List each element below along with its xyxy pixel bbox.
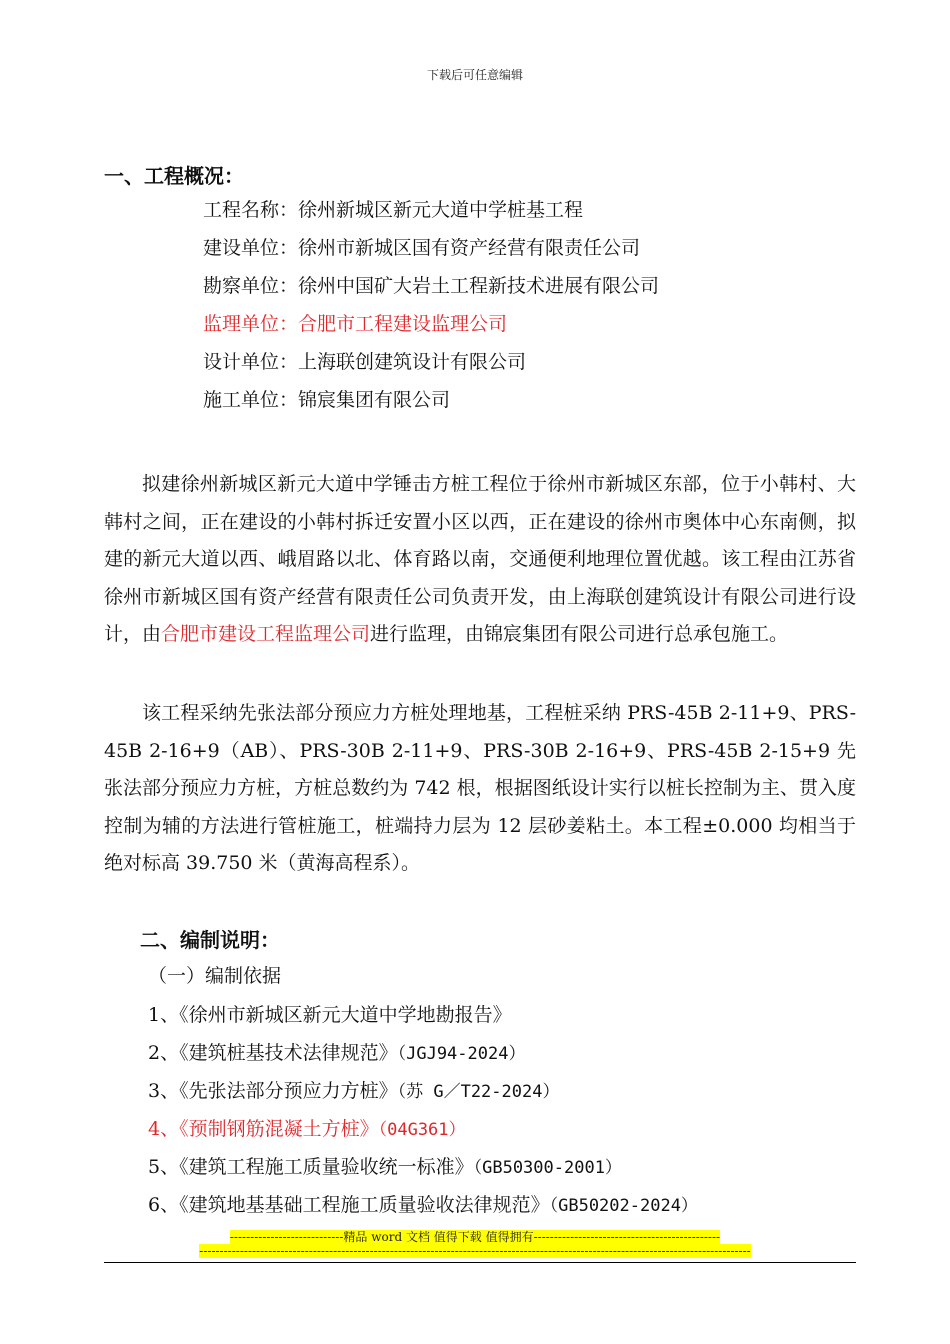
paragraph-overview (104, 466, 856, 654)
info-row-construction (203, 387, 450, 413)
info-value: 合肥市工程建设监理公司 (298, 313, 508, 335)
footer-divider (104, 1262, 856, 1263)
basis-item-5 (148, 1152, 622, 1179)
basis-title: 《徐州市新城区新元大道中学地勘报告》 (179, 1004, 512, 1026)
info-row-survey (203, 273, 659, 299)
basis-num: 2、 (148, 1042, 180, 1064)
section-1-title: 一、工程概况： (104, 164, 244, 188)
basis-num: 3、 (148, 1080, 180, 1102)
paragraph-overview-text: 拟建徐州新城区新元大道中学锤击方桩工程位于徐州市新城区东部，位于小韩村、大韩村之间，正在建设的小韩村拆迁安置小区以西，正在建设的徐州市奥体中心东南侧，拟建的新元大道以西、峨眉路以北、体育路以南，交通便利地理位置优越。该工程由江苏省徐州市新城区国有资产经营有限责任公司负责开发，由上海联创建筑设计有限公司进行设计，由 (104, 473, 856, 645)
basis-num: 1、 (148, 1004, 180, 1026)
basis-num: 4、 (148, 1118, 180, 1140)
info-label: 施工单位： (203, 389, 299, 411)
info-row-project-name (203, 197, 583, 223)
info-row-owner (203, 235, 640, 261)
info-label: 工程名称： (203, 199, 299, 221)
basis-code: （JGJ94-2024） (397, 1044, 526, 1064)
basis-title: 《建筑地基基础工程施工质量验收法律规范》 (179, 1194, 550, 1216)
basis-code: （GB50300-2001） (473, 1158, 622, 1178)
info-label: 建设单位： (203, 237, 299, 259)
footer-banner-line-2 (0, 1244, 950, 1258)
paragraph-overview-tail: 进行监理，由锦宸集团有限公司进行总承包施工。 (370, 623, 789, 645)
info-value: 徐州新城区新元大道中学桩基工程 (298, 199, 584, 221)
info-label: 监理单位： (203, 313, 299, 335)
basis-item-4 (148, 1114, 466, 1141)
basis-item-3 (148, 1076, 559, 1103)
basis-item-1 (148, 1000, 512, 1027)
info-label: 勘察单位： (203, 275, 299, 297)
info-value: 徐州市新城区国有资产经营有限责任公司 (298, 237, 641, 259)
basis-title: 《建筑工程施工质量验收统一标准》 (179, 1156, 474, 1178)
page-header: 下载后可任意编辑 (426, 68, 523, 82)
footer-banner-line-1 (0, 1228, 950, 1245)
basis-num: 5、 (148, 1156, 180, 1178)
footer-banner-dashes: ---------------------------------------------------------------------------------------------------------------------------------------- (199, 1244, 751, 1258)
info-value: 锦宸集团有限公司 (298, 389, 451, 411)
info-value: 上海联创建筑设计有限公司 (298, 351, 527, 373)
info-value: 徐州中国矿大岩土工程新技术进展有限公司 (298, 275, 660, 297)
basis-title: 《建筑桩基技术法律规范》 (179, 1042, 398, 1064)
paragraph-overview-highlight: 合肥市建设工程监理公司 (161, 623, 371, 645)
basis-num: 6、 (148, 1194, 180, 1216)
info-label: 设计单位： (203, 351, 299, 373)
info-row-supervision (203, 311, 507, 337)
section-2-title: 二、编制说明： (140, 928, 280, 952)
basis-code: （GB50202-2024） (549, 1196, 698, 1216)
basis-title: 《预制钢筋混凝土方桩》 (179, 1118, 379, 1140)
basis-item-6 (148, 1190, 698, 1217)
section-2-subtitle: （一）编制依据 (148, 965, 282, 987)
basis-title: 《先张法部分预应力方桩》 (179, 1080, 398, 1102)
paragraph-pile-design: 该工程采纳先张法部分预应力方桩处理地基，工程桩采纳 PRS-45B 2-11+9、PRS-45B 2-16+9（AB）、PRS-30B 2-11+9、PRS-30B 2-16+9、PRS-45B 2-15+9 先张法部分预应力方桩，方桩总数约为 742 根，根据图纸设计实行以桩长控制为主、贯入度控制为辅的方法进行管桩施工，桩端持力层为 12 层砂姜粘土。本工程±0.000 均相当于绝对标高 39.750 米（黄海高程系）。 (104, 702, 856, 874)
basis-code: （苏 G／T22-2024） (397, 1082, 560, 1102)
basis-code: （04G361） (378, 1120, 466, 1140)
basis-item-2 (148, 1038, 525, 1065)
footer-banner-text: ----------------------------精品 word 文档 值得下载 值得拥有---------------------------------------------- (229, 1230, 721, 1244)
info-row-design (203, 349, 526, 375)
